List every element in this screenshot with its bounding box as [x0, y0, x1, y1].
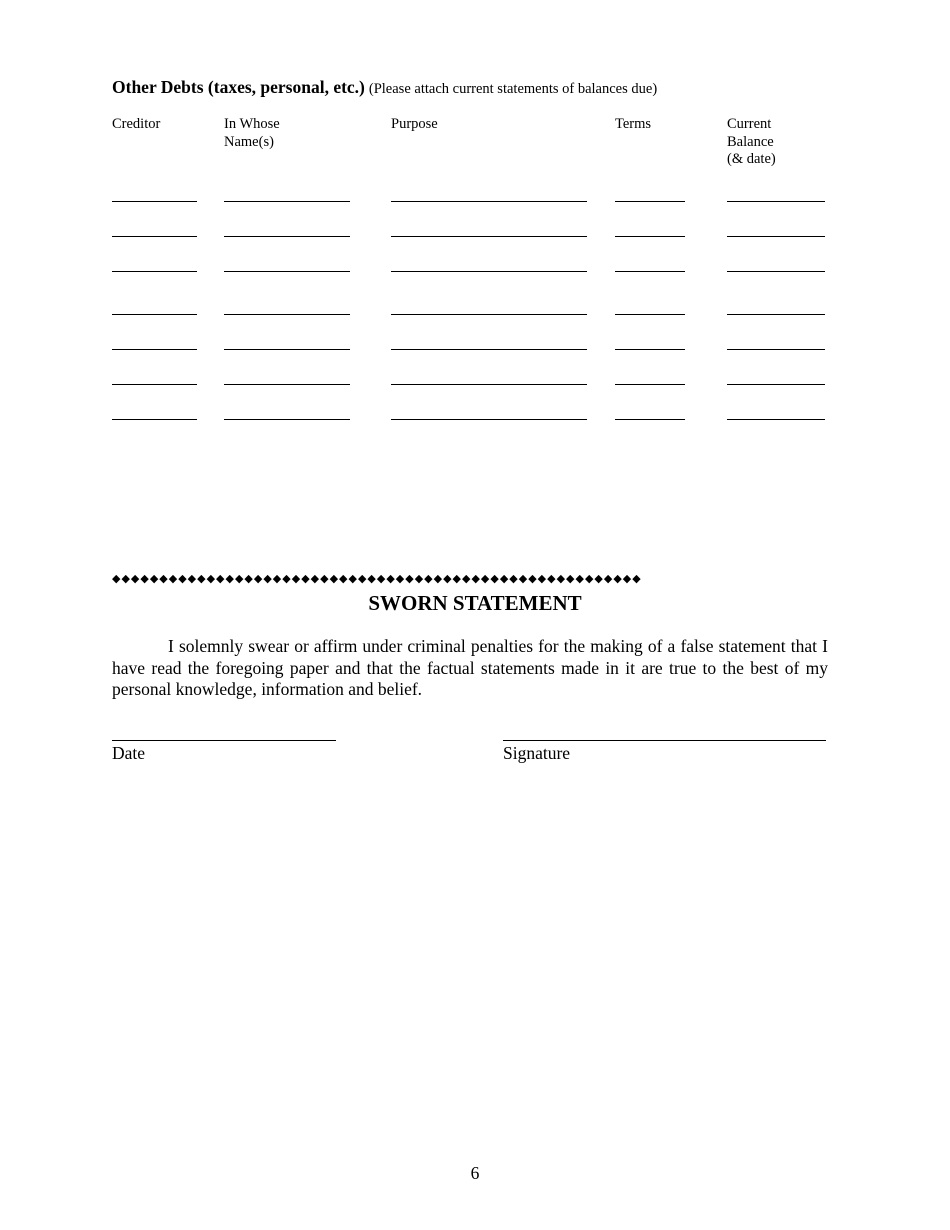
terms-label: Terms: [615, 116, 652, 132]
section-heading: [112, 77, 657, 98]
creditor-blank-line[interactable]: [112, 236, 197, 237]
current-balance-blank-line[interactable]: [727, 236, 825, 237]
current-balance-blank-line[interactable]: [727, 349, 825, 350]
terms-blank-line[interactable]: [615, 419, 685, 420]
balance-label-line2: Balance: [727, 133, 774, 150]
purpose-blank-line[interactable]: [391, 314, 587, 315]
page-number: 6: [470, 1163, 480, 1183]
creditor-label: Creditor: [112, 116, 161, 132]
column-header-creditor: [112, 116, 160, 134]
current-balance-blank-line[interactable]: [727, 419, 825, 420]
in-whose-label-line2: Name(s): [224, 133, 274, 150]
purpose-blank-line[interactable]: [391, 419, 587, 420]
in-whose-names-blank-line[interactable]: [224, 349, 350, 350]
column-header-in-whose-names: [224, 116, 280, 151]
in-whose-names-blank-line[interactable]: [224, 201, 350, 202]
sworn-statement-title: SWORN STATEMENT: [368, 591, 582, 615]
terms-blank-line[interactable]: [615, 271, 685, 272]
current-balance-blank-line[interactable]: [727, 314, 825, 315]
in-whose-names-blank-line[interactable]: [224, 384, 350, 385]
terms-blank-line[interactable]: [615, 236, 685, 237]
terms-blank-line[interactable]: [615, 201, 685, 202]
date-label: Date: [112, 743, 146, 763]
current-balance-blank-line[interactable]: [727, 271, 825, 272]
creditor-blank-line[interactable]: [112, 271, 197, 272]
section-title: Other Debts (taxes, personal, etc.): [112, 77, 365, 97]
current-balance-blank-line[interactable]: [727, 384, 825, 385]
in-whose-names-blank-line[interactable]: [224, 419, 350, 420]
purpose-blank-line[interactable]: [391, 384, 587, 385]
creditor-blank-line[interactable]: [112, 349, 197, 350]
column-header-terms: [615, 116, 651, 134]
terms-blank-line[interactable]: [615, 314, 685, 315]
purpose-blank-line[interactable]: [391, 349, 587, 350]
creditor-blank-line[interactable]: [112, 314, 197, 315]
balance-label-line3: (& date): [727, 151, 776, 167]
purpose-label: Purpose: [391, 116, 438, 132]
terms-blank-line[interactable]: [615, 349, 685, 350]
in-whose-label-line1: In Whose: [224, 116, 280, 132]
sworn-statement-text: I solemnly swear or affirm under criminal penalties for the making of a false statement that I have read the foregoing paper and that the factual statements made in it are true to the best of my personal knowledge, information and belief.: [112, 636, 828, 699]
creditor-blank-line[interactable]: [112, 384, 197, 385]
in-whose-names-blank-line[interactable]: [224, 236, 350, 237]
terms-blank-line[interactable]: [615, 384, 685, 385]
column-header-purpose: [391, 116, 438, 134]
creditor-blank-line[interactable]: [112, 419, 197, 420]
in-whose-names-blank-line[interactable]: [224, 271, 350, 272]
creditor-blank-line[interactable]: [112, 201, 197, 202]
section-note: (Please attach current statements of balances due): [368, 81, 658, 97]
diamond-divider: ◆◆◆◆◆◆◆◆◆◆◆◆◆◆◆◆◆◆◆◆◆◆◆◆◆◆◆◆◆◆◆◆◆◆◆◆◆◆◆◆◆◆◆◆◆◆◆◆◆◆◆◆◆◆◆◆: [112, 572, 642, 585]
signature-label: Signature: [503, 743, 571, 763]
current-balance-blank-line[interactable]: [727, 201, 825, 202]
signature-line[interactable]: [503, 740, 826, 741]
date-line[interactable]: [112, 740, 336, 741]
in-whose-names-blank-line[interactable]: [224, 314, 350, 315]
purpose-blank-line[interactable]: [391, 201, 587, 202]
balance-label-line1: Current: [727, 116, 772, 132]
column-header-current-balance: [727, 116, 776, 169]
purpose-blank-line[interactable]: [391, 236, 587, 237]
purpose-blank-line[interactable]: [391, 271, 587, 272]
